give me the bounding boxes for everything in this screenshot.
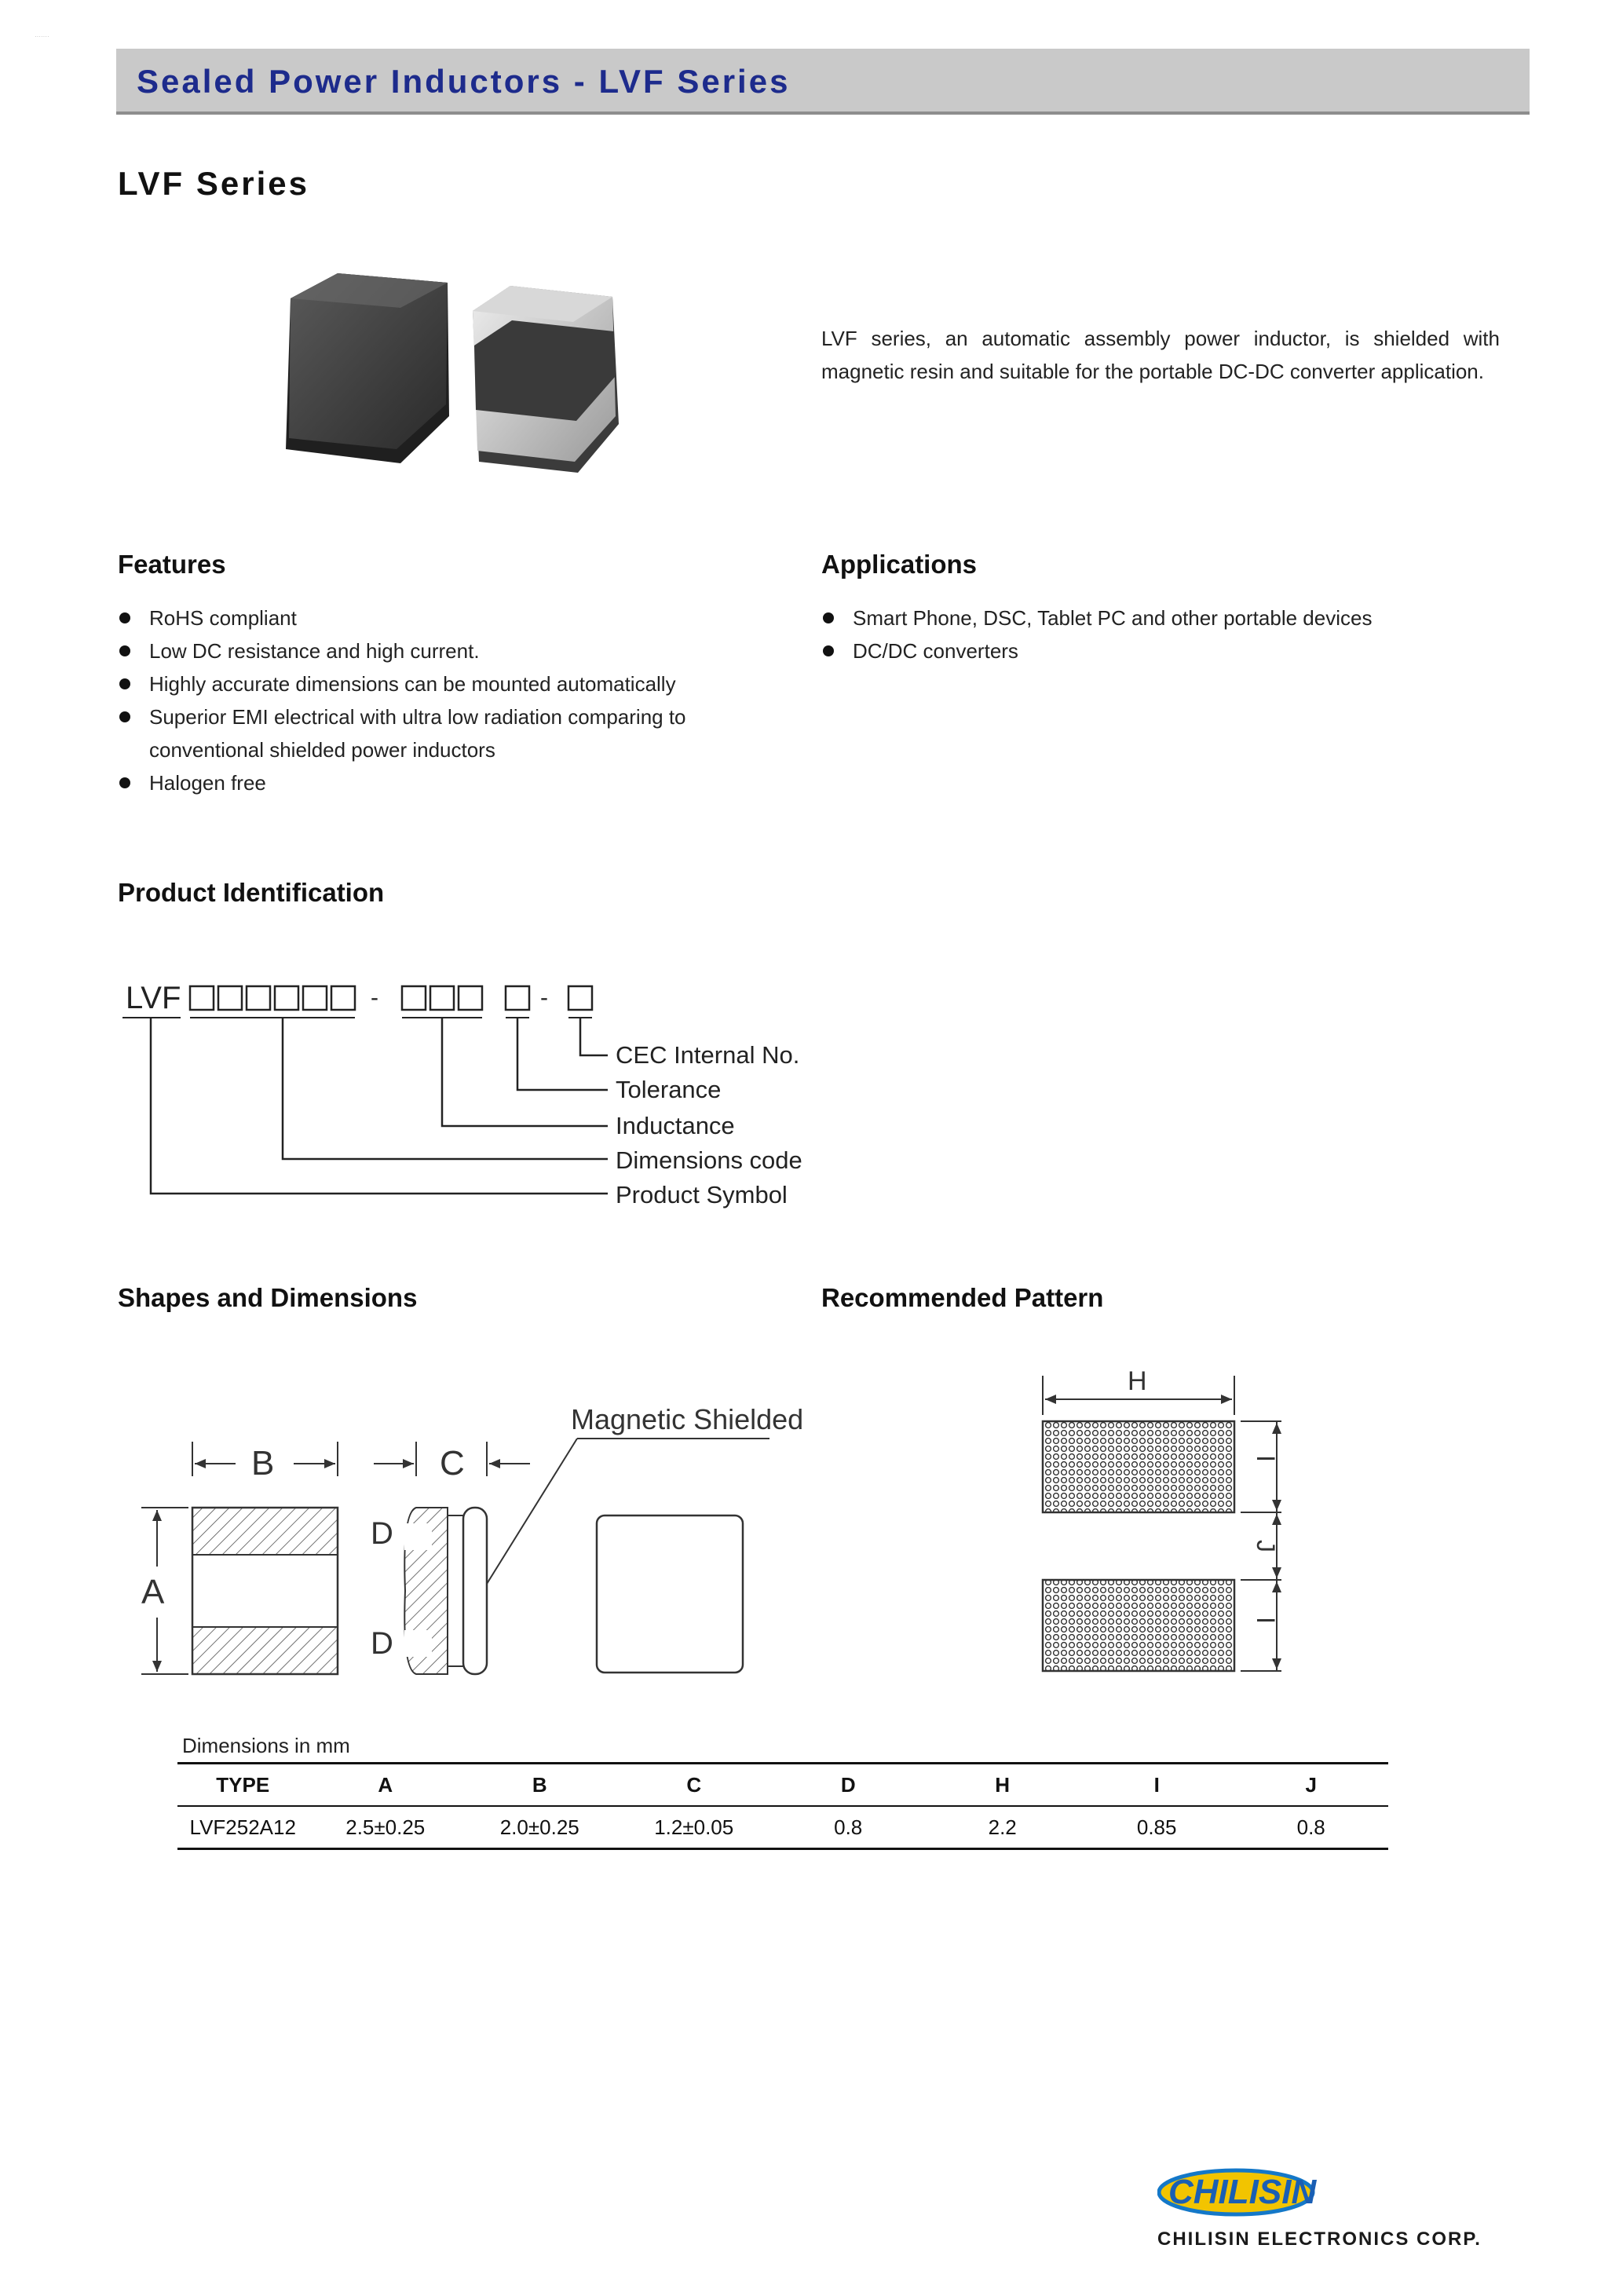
cell-i: 0.85: [1136, 1815, 1177, 1839]
label-a: A: [141, 1573, 165, 1611]
label-product-symbol: Product Symbol: [616, 1181, 788, 1208]
col-a: A: [378, 1772, 393, 1797]
col-d: D: [840, 1772, 856, 1797]
leader-lines: [151, 1018, 608, 1194]
label-magnetic-shielded: Magnetic Shielded: [571, 1403, 804, 1435]
chilisin-logo: [1157, 2158, 1362, 2221]
feature-item: Low DC resistance and high current.: [118, 634, 746, 667]
series-description: LVF series, an automatic assembly power inductor, is shielded with magnetic resin and suitable for the portable DC-DC converter application.: [821, 327, 1500, 383]
cell-b: 2.0±0.25: [499, 1815, 579, 1839]
application-item: DC/DC converters: [821, 634, 1512, 667]
pn-prefix: LVF: [126, 981, 181, 1015]
label-b: B: [251, 1444, 275, 1483]
internal-no-box: [568, 986, 592, 1010]
pad-top: [1043, 1421, 1234, 1512]
pattern-drawing: [1029, 1358, 1311, 1688]
logo-word: CHILISIN: [1168, 2173, 1317, 2211]
inductance-boxes: [402, 986, 482, 1010]
col-c: C: [686, 1772, 702, 1797]
label-inductance: Inductance: [616, 1112, 735, 1139]
shapes-drawing: [126, 1398, 817, 1712]
col-b: B: [532, 1772, 547, 1797]
cell-h: 2.2: [988, 1815, 1017, 1839]
applications-heading: Applications: [821, 550, 978, 579]
col-type: TYPE: [216, 1772, 270, 1797]
cell-type: LVF252A12: [189, 1815, 296, 1839]
table-header-row: [177, 1764, 1388, 1807]
dimensions-caption: Dimensions in mm: [182, 1734, 350, 1757]
features-list: [118, 601, 746, 799]
company-name: CHILISIN ELECTRONICS CORP.: [1157, 2228, 1482, 2250]
series-title: LVF Series: [118, 165, 309, 202]
features-heading: Features: [118, 550, 226, 579]
col-j: J: [1305, 1772, 1317, 1797]
application-item: Smart Phone, DSC, Tablet PC and other portable devices: [821, 601, 1512, 634]
feature-item: Highly accurate dimensions can be mounted automatically: [118, 667, 746, 700]
cell-a: 2.5±0.25: [345, 1815, 426, 1839]
part-number-diagram: [118, 974, 824, 1225]
top-view: [597, 1515, 743, 1673]
label-i-top: I: [1252, 1455, 1280, 1462]
product-identification-heading: Product Identification: [118, 878, 385, 907]
feature-item: Halogen free: [118, 766, 746, 799]
cell-c: 1.2±0.05: [654, 1815, 734, 1839]
label-j: J: [1252, 1540, 1280, 1552]
feature-item: Superior EMI electrical with ultra low radiation comparing to conventional shielded power inductors: [118, 700, 746, 766]
dimension-code-boxes: [190, 986, 355, 1010]
corner-mark: ·······: [35, 33, 49, 40]
tolerance-box: [506, 986, 529, 1010]
feature-item: RoHS compliant: [118, 601, 746, 634]
page-title: Sealed Power Inductors - LVF Series: [137, 63, 791, 100]
applications-list: [821, 601, 1512, 667]
pad-bottom: [1043, 1580, 1234, 1671]
cell-d: 0.8: [834, 1815, 863, 1839]
label-dimensions-code: Dimensions code: [616, 1146, 802, 1174]
col-h: H: [995, 1772, 1011, 1797]
recommended-pattern-heading: Recommended Pattern: [821, 1283, 1104, 1312]
label-tolerance: Tolerance: [616, 1076, 722, 1103]
shapes-dimensions-heading: Shapes and Dimensions: [118, 1283, 418, 1312]
pn-dash-1: -: [371, 985, 378, 1011]
label-cec-internal-no: CEC Internal No.: [616, 1041, 800, 1069]
label-h: H: [1128, 1366, 1147, 1396]
table-row: [177, 1806, 1388, 1849]
label-d-bottom: D: [371, 1626, 393, 1661]
product-photo: [267, 267, 644, 487]
dimensions-table: [177, 1762, 1388, 1850]
col-i: I: [1153, 1772, 1160, 1797]
label-c: C: [440, 1444, 465, 1483]
label-d-top: D: [371, 1516, 393, 1551]
label-i-bottom: I: [1252, 1617, 1280, 1624]
cell-j: 0.8: [1296, 1815, 1325, 1839]
pn-dash-2: -: [540, 985, 548, 1011]
